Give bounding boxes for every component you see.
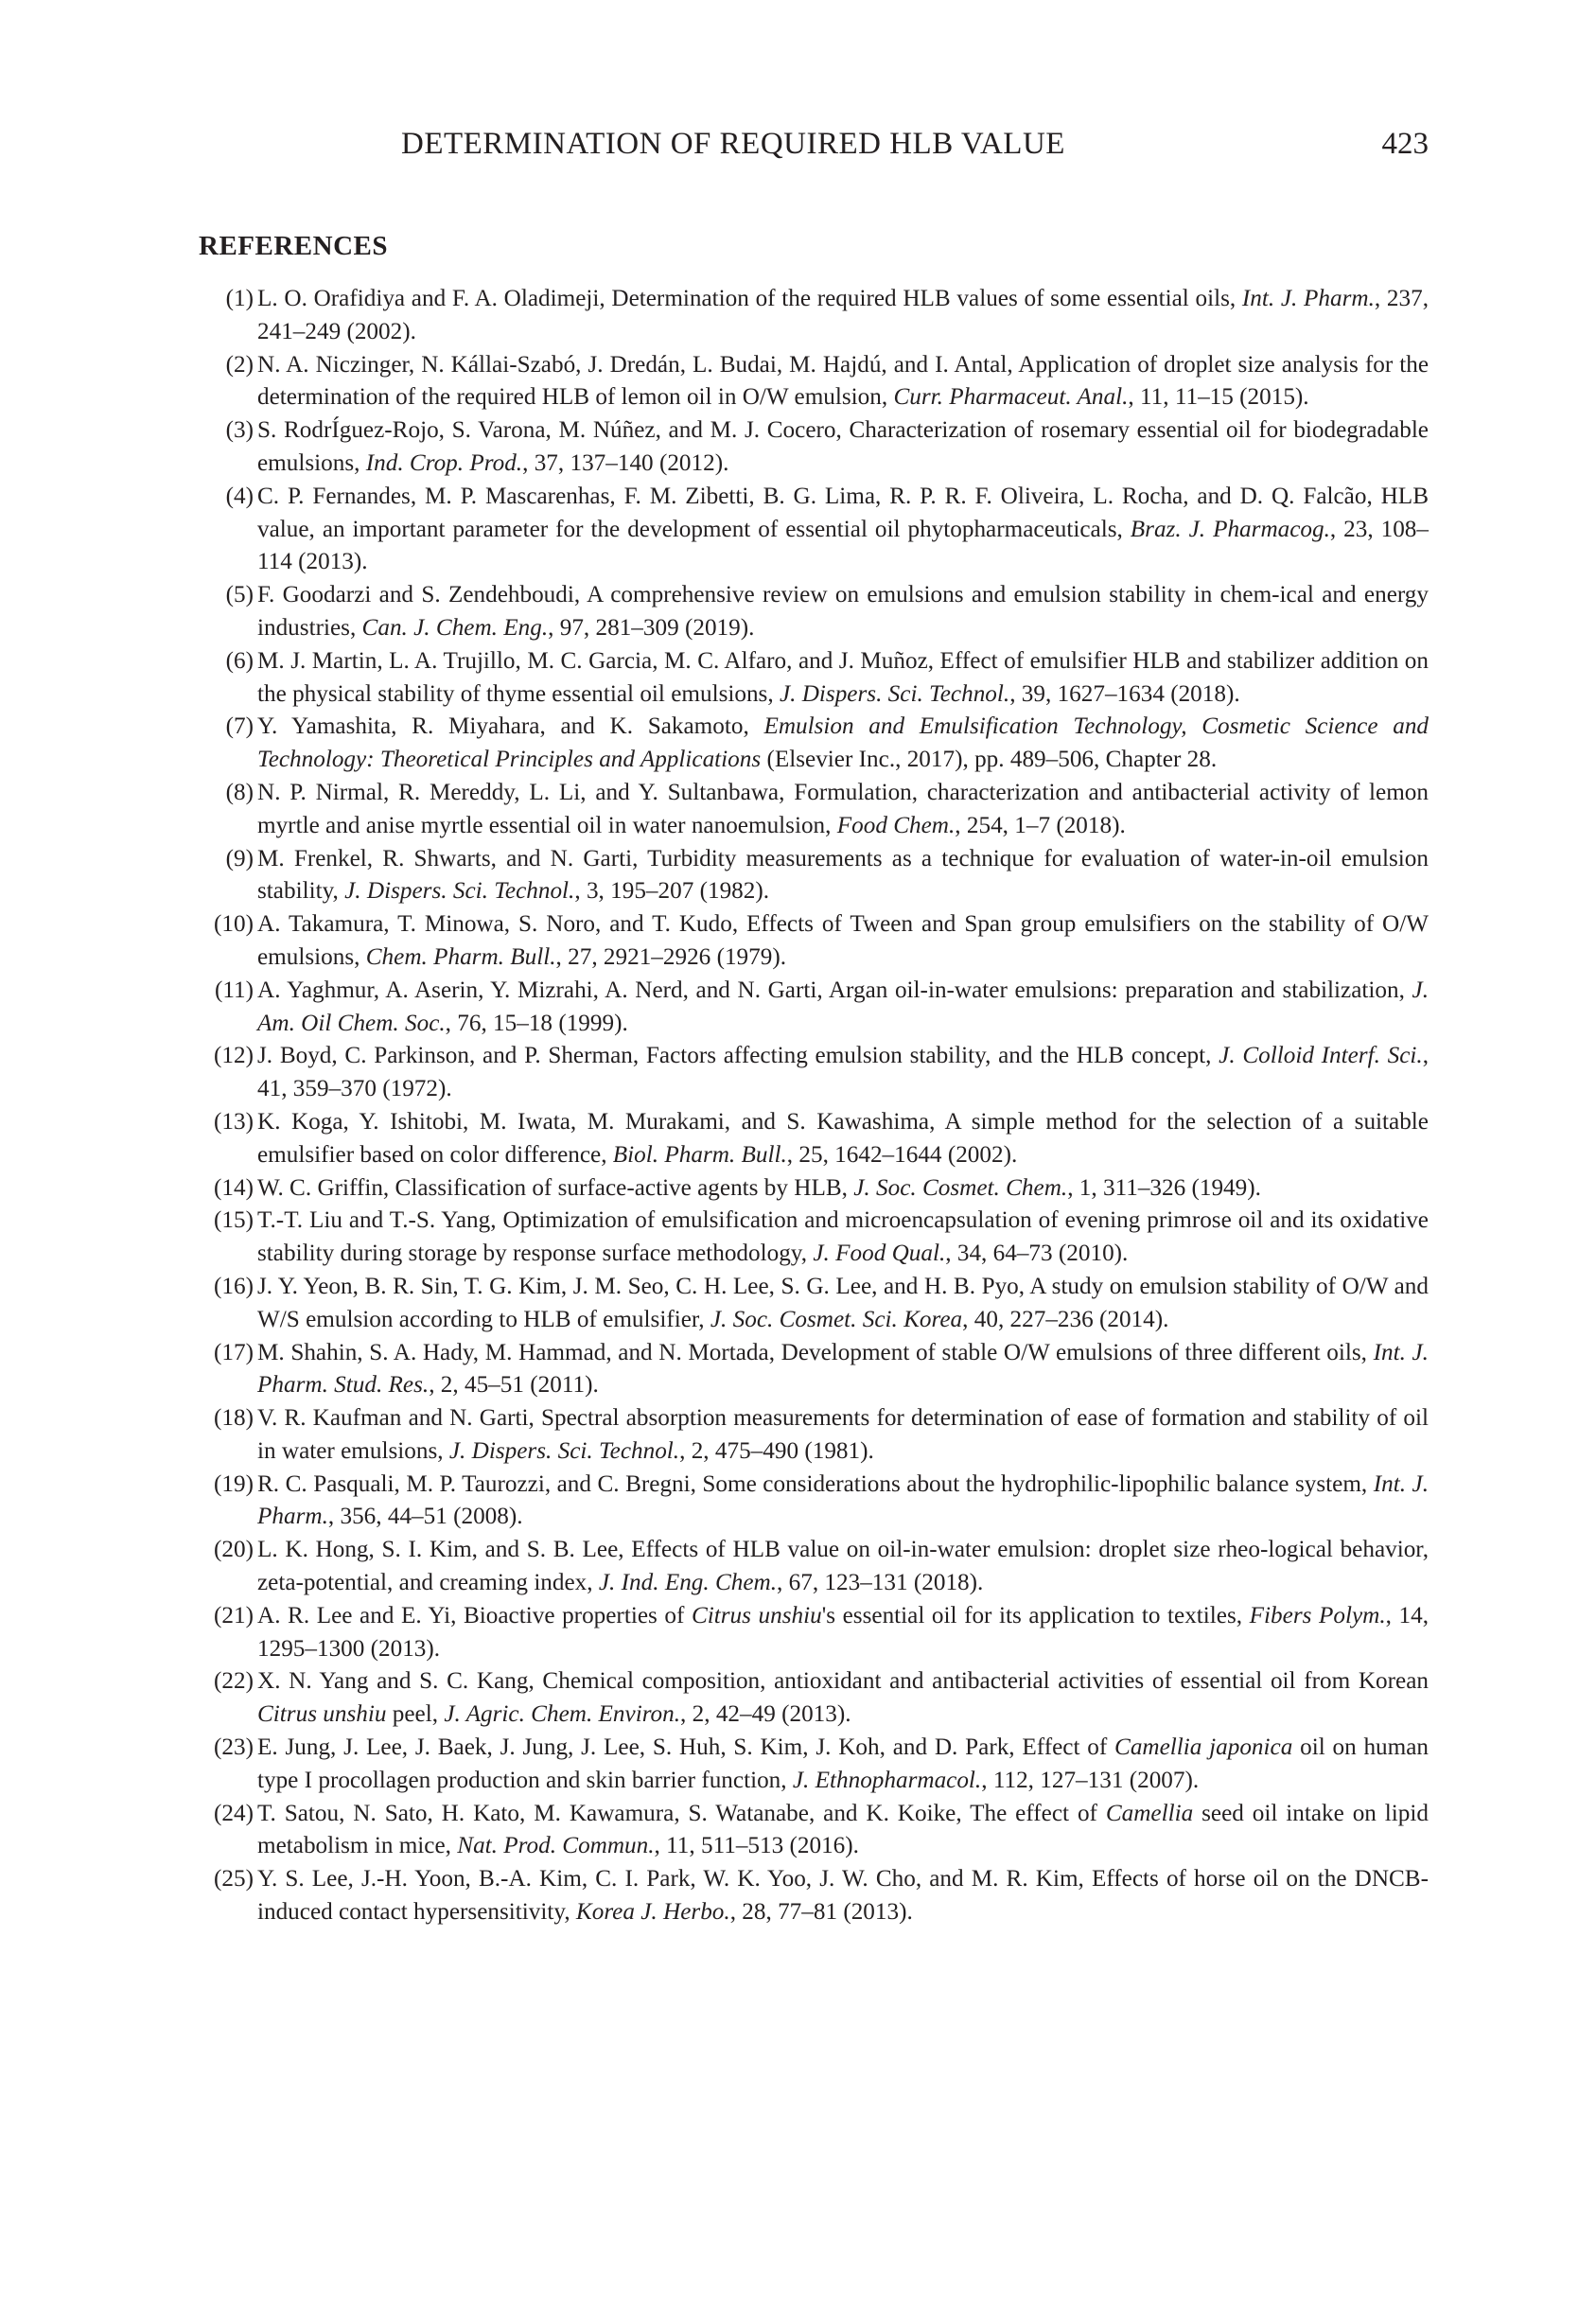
reference-number: (21) xyxy=(214,1602,254,1628)
reference-italic-segment: J. Dispers. Sci. Technol. xyxy=(448,1437,680,1464)
reference-segment: , 39, 1627–1634 (2018). xyxy=(1009,680,1240,707)
reference-segment: E. Jung, J. Lee, J. Baek, J. Jung, J. Lee, S. Huh, S. Kim, J. Koh, and D. Park, Effect of xyxy=(257,1734,1115,1761)
reference-italic-segment: Emulsion and Emulsification Technology, Cosmetic Science and Technology: Theoretical Principles and Applications xyxy=(257,713,1429,773)
reference-segment: , 97, 281–309 (2019). xyxy=(548,614,755,641)
reference-item xyxy=(199,481,1429,579)
reference-number: (11) xyxy=(214,977,254,1003)
reference-italic-segment: J. Colloid Interf. Sci. xyxy=(1219,1043,1423,1069)
reference-segment: , 41, 359–370 (1972). xyxy=(257,1043,1429,1102)
reference-italic-segment: Chem. Pharm. Bull. xyxy=(365,943,556,970)
reference-segment: , 356, 44–51 (2008). xyxy=(327,1504,523,1530)
reference-number: (7) xyxy=(225,713,254,740)
reference-number: (12) xyxy=(214,1043,254,1069)
reference-number: (23) xyxy=(214,1734,254,1761)
reference-segment: M. Frenkel, R. Shwarts, and N. Garti, Turbidity measurements as a technique for evaluation of water-in-oil emulsion stability, xyxy=(257,845,1429,905)
reference-italic-segment: J. Dispers. Sci. Technol. xyxy=(779,680,1010,707)
reference-item xyxy=(199,414,1429,481)
reference-segment: M. J. Martin, L. A. Trujillo, M. C. Garcia, M. C. Alfaro, and J. Muñoz, Effect of emulsifier HLB and stabilizer addition on the physical stability of thyme essential oil emulsions, xyxy=(257,647,1429,707)
reference-number: (13) xyxy=(214,1108,254,1135)
reference-number: (18) xyxy=(214,1405,254,1432)
reference-number: (24) xyxy=(214,1800,254,1826)
reference-item xyxy=(199,579,1429,645)
reference-number: (5) xyxy=(225,582,254,608)
reference-item xyxy=(199,1600,1429,1666)
reference-segment: (Elsevier Inc., 2017), pp. 489–506, Chapter 28. xyxy=(761,747,1218,773)
reference-italic-segment: Citrus unshiu xyxy=(257,1701,387,1728)
reference-segment: , 23, 108–114 (2013). xyxy=(257,516,1429,575)
reference-italic-segment: J. Soc. Cosmet. Chem. xyxy=(853,1174,1068,1201)
reference-text xyxy=(257,1665,1429,1732)
reference-text xyxy=(257,1205,1429,1271)
reference-text xyxy=(257,1271,1429,1337)
reference-segment: , 2, 45–51 (2011). xyxy=(429,1372,599,1399)
reference-item xyxy=(199,1205,1429,1271)
reference-text xyxy=(257,843,1429,909)
reference-italic-segment: Int. J. Pharm. xyxy=(257,1470,1429,1530)
reference-segment: 's essential oil for its application to textiles, xyxy=(821,1602,1250,1628)
reference-italic-segment: J. Dispers. Sci. Technol. xyxy=(344,878,575,905)
reference-text xyxy=(257,1600,1429,1666)
reference-italic-segment: J. Agric. Chem. Environ. xyxy=(444,1701,681,1728)
reference-item xyxy=(199,1402,1429,1469)
reference-segment: , 1, 311–326 (1949). xyxy=(1067,1174,1261,1201)
reference-segment: S. RodrÍguez-Rojo, S. Varona, M. Núñez, and M. J. Cocero, Characterization of rosemary essential oil for biodegradable emulsions, xyxy=(257,417,1429,476)
reference-text xyxy=(257,1863,1429,1929)
reference-segment: peel, xyxy=(386,1701,445,1728)
page-number: 423 xyxy=(1381,127,1429,161)
reference-number: (25) xyxy=(214,1866,254,1892)
reference-segment: T.-T. Liu and T.-S. Yang, Optimization of emulsification and microencapsulation of evening primrose oil and its oxidative stability during storage by response surface methodology, xyxy=(257,1207,1429,1267)
reference-italic-segment: Int. J. Pharm. Stud. Res. xyxy=(257,1339,1429,1399)
reference-number: (14) xyxy=(214,1174,254,1201)
reference-item xyxy=(199,1469,1429,1535)
reference-text xyxy=(257,1469,1429,1535)
reference-segment: , 2, 42–49 (2013). xyxy=(680,1701,851,1728)
reference-text xyxy=(257,975,1429,1041)
section-title: REFERENCES xyxy=(199,231,388,261)
reference-text xyxy=(257,1337,1429,1403)
reference-segment: oil on human type I procollagen production and skin barrier function, xyxy=(257,1734,1429,1793)
reference-italic-segment: J. Food Qual. xyxy=(813,1241,946,1267)
reference-italic-segment: Food Chem. xyxy=(836,812,956,838)
reference-italic-segment: J. Am. Oil Chem. Soc. xyxy=(257,977,1429,1036)
reference-segment: , 76, 15–18 (1999). xyxy=(445,1010,628,1036)
reference-item xyxy=(199,908,1429,975)
reference-italic-segment: Camellia japonica xyxy=(1114,1734,1293,1761)
reference-segment: , 112, 127–131 (2007). xyxy=(981,1767,1200,1793)
reference-italic-segment: Can. J. Chem. Eng. xyxy=(361,614,549,641)
reference-segment: seed oil intake on lipid metabolism in mice, xyxy=(257,1800,1429,1859)
reference-segment: M. Shahin, S. A. Hady, M. Hammad, and N. Mortada, Development of stable O/W emulsions of three different oils, xyxy=(257,1339,1374,1365)
reference-segment: W. C. Griffin, Classification of surface-active agents by HLB, xyxy=(257,1174,854,1201)
reference-segment: , 237, 241–249 (2002). xyxy=(257,286,1429,344)
reference-segment: N. A. Niczinger, N. Kállai-Szabó, J. Dredán, L. Budai, M. Hajdú, and I. Antal, Application of droplet size analysis for the determination of the required HLB of lemon oil in O/W emulsion, xyxy=(257,351,1429,411)
reference-segment: F. Goodarzi and S. Zendehboudi, A comprehensive review on emulsions and emulsion stability in chem-ical and energy industries, xyxy=(257,582,1429,641)
reference-segment: , 11, 511–513 (2016). xyxy=(654,1833,859,1859)
reference-italic-segment: Korea J. Herbo. xyxy=(575,1899,730,1926)
reference-italic-segment: Camellia xyxy=(1105,1800,1194,1826)
reference-segment: J. Boyd, C. Parkinson, and P. Sherman, Factors affecting emulsion stability, and the HLB concept, xyxy=(257,1043,1219,1069)
reference-segment: X. N. Yang and S. C. Kang, Chemical composition, antioxidant and antibacterial activities of essential oil from Korean xyxy=(257,1668,1429,1695)
reference-segment: L. K. Hong, S. I. Kim, and S. B. Lee, Effects of HLB value on oil-in-water emulsion: droplet size rheo-logical behavior, zeta-potential, and creaming index, xyxy=(257,1537,1429,1596)
reference-item xyxy=(199,1863,1429,1929)
reference-segment: A. R. Lee and E. Yi, Bioactive properties of xyxy=(257,1602,692,1628)
reference-item xyxy=(199,1732,1429,1798)
reference-segment: R. C. Pasquali, M. P. Taurozzi, and C. Bregni, Some considerations about the hydrophilic-lipophilic balance system, xyxy=(257,1470,1374,1497)
reference-text xyxy=(257,1534,1429,1600)
reference-segment: T. Satou, N. Sato, H. Kato, M. Kawamura, S. Watanabe, and K. Koike, The effect of xyxy=(257,1800,1106,1826)
reference-item xyxy=(199,1271,1429,1337)
reference-italic-segment: Int. J. Pharm. xyxy=(1241,286,1375,311)
reference-text xyxy=(257,711,1429,777)
reference-text xyxy=(257,645,1429,712)
reference-text xyxy=(257,1732,1429,1798)
reference-segment: , 25, 1642–1644 (2002). xyxy=(786,1141,1018,1168)
reference-item xyxy=(199,1172,1429,1206)
reference-number: (3) xyxy=(225,417,254,444)
reference-segment: Y. S. Lee, J.-H. Yoon, B.-A. Kim, C. I. Park, W. K. Yoo, J. W. Cho, and M. R. Kim, Effects of horse oil on the DNCB-induced contact hypersensitivity, xyxy=(257,1866,1429,1926)
reference-number: (2) xyxy=(225,351,254,378)
reference-item xyxy=(199,1337,1429,1403)
reference-italic-segment: Biol. Pharm. Bull. xyxy=(612,1141,787,1168)
reference-number: (4) xyxy=(225,483,254,509)
reference-text xyxy=(257,579,1429,645)
page-header xyxy=(199,127,1429,172)
reference-segment: , 37, 137–140 (2012). xyxy=(522,449,729,476)
reference-text xyxy=(257,414,1429,481)
reference-segment: , 2, 475–490 (1981). xyxy=(679,1437,874,1464)
reference-item xyxy=(199,1665,1429,1732)
reference-segment: , 14, 1295–1300 (2013). xyxy=(257,1602,1429,1662)
reference-italic-segment: Fibers Polym. xyxy=(1249,1602,1386,1628)
reference-item xyxy=(199,1040,1429,1106)
reference-segment: , 27, 2921–2926 (1979). xyxy=(555,943,787,970)
reference-number: (20) xyxy=(214,1537,254,1563)
reference-segment: N. P. Nirmal, R. Mereddy, L. Li, and Y. Sultanbawa, Formulation, characterization and antibacterial activity of lemon myrtle and anise myrtle essential oil in water nanoemulsion, xyxy=(257,779,1429,838)
reference-italic-segment: Citrus unshiu xyxy=(691,1602,822,1628)
reference-italic-segment: Curr. Pharmaceut. Anal. xyxy=(893,384,1129,411)
reference-segment: C. P. Fernandes, M. P. Mascarenhas, F. M. Zibetti, B. G. Lima, R. P. R. F. Oliveira, L. Rocha, and D. Q. Falcão, HLB value, an important parameter for the development of essential oil phytopharmaceuticals, xyxy=(257,483,1429,542)
reference-text xyxy=(257,1106,1429,1172)
reference-text xyxy=(257,283,1429,349)
reference-text xyxy=(257,908,1429,975)
reference-italic-segment: Nat. Prod. Commun. xyxy=(457,1833,655,1859)
reference-segment: J. Y. Yeon, B. R. Sin, T. G. Kim, J. M. Seo, C. H. Lee, S. G. Lee, and H. B. Pyo, A study on emulsion stability of O/W and W/S emulsion according to HLB of emulsifier, xyxy=(257,1273,1429,1332)
reference-item xyxy=(199,1798,1429,1864)
reference-text xyxy=(257,1402,1429,1469)
running-title: DETERMINATION OF REQUIRED HLB VALUE xyxy=(401,127,1065,161)
reference-segment: , 40, 227–236 (2014). xyxy=(962,1306,1169,1332)
reference-item xyxy=(199,777,1429,843)
reference-italic-segment: J. Ind. Eng. Chem. xyxy=(598,1570,778,1596)
reference-segment: Y. Yamashita, R. Miyahara, and K. Sakamoto, xyxy=(257,713,764,740)
reference-item xyxy=(199,843,1429,909)
reference-segment: , 11, 11–15 (2015). xyxy=(1128,384,1309,411)
reference-number: (8) xyxy=(225,779,254,805)
reference-segment: A. Yaghmur, A. Aserin, Y. Mizrahi, A. Nerd, and N. Garti, Argan oil-in-water emulsions: preparation and stabilization, xyxy=(257,977,1412,1003)
reference-italic-segment: Ind. Crop. Prod. xyxy=(365,449,523,476)
reference-number: (10) xyxy=(214,911,254,938)
reference-segment: V. R. Kaufman and N. Garti, Spectral absorption measurements for determination of ease of formation and stability of oil in water emulsions, xyxy=(257,1405,1429,1464)
reference-number: (15) xyxy=(214,1207,254,1234)
reference-number: (9) xyxy=(225,845,254,871)
reference-segment: , 34, 64–73 (2010). xyxy=(945,1241,1129,1267)
reference-segment: , 3, 195–207 (1982). xyxy=(574,878,770,905)
reference-italic-segment: J. Soc. Cosmet. Sci. Korea xyxy=(710,1306,963,1332)
reference-item xyxy=(199,1534,1429,1600)
reference-segment: , 254, 1–7 (2018). xyxy=(955,812,1126,838)
reference-segment: , 67, 123–131 (2018). xyxy=(777,1570,984,1596)
reference-number: (19) xyxy=(214,1470,254,1497)
reference-text xyxy=(257,1040,1429,1106)
reference-text xyxy=(257,777,1429,843)
reference-number: (16) xyxy=(214,1273,254,1299)
reference-item xyxy=(199,283,1429,349)
reference-number: (17) xyxy=(214,1339,254,1365)
reference-number: (22) xyxy=(214,1668,254,1695)
reference-item xyxy=(199,975,1429,1041)
reference-number: (6) xyxy=(225,647,254,674)
reference-text xyxy=(257,1798,1429,1864)
reference-number: (1) xyxy=(225,286,254,311)
reference-segment: , 28, 77–81 (2013). xyxy=(729,1899,913,1926)
reference-list xyxy=(199,283,1429,1929)
reference-italic-segment: Braz. J. Pharmacog. xyxy=(1130,516,1330,542)
reference-segment: K. Koga, Y. Ishitobi, M. Iwata, M. Murakami, and S. Kawashima, A simple method for the selection of a suitable emulsifier based on color difference, xyxy=(257,1108,1429,1168)
reference-text xyxy=(257,1172,1429,1206)
reference-italic-segment: J. Ethnopharmacol. xyxy=(792,1767,982,1793)
reference-item xyxy=(199,711,1429,777)
reference-item xyxy=(199,349,1429,415)
reference-item xyxy=(199,1106,1429,1172)
reference-text xyxy=(257,481,1429,579)
reference-item xyxy=(199,645,1429,712)
reference-segment: L. O. Orafidiya and F. A. Oladimeji, Determination of the required HLB values of some essential oils, xyxy=(257,286,1242,311)
reference-text xyxy=(257,349,1429,415)
reference-segment: A. Takamura, T. Minowa, S. Noro, and T. Kudo, Effects of Tween and Span group emulsifiers on the stability of O/W emulsions, xyxy=(257,911,1429,970)
